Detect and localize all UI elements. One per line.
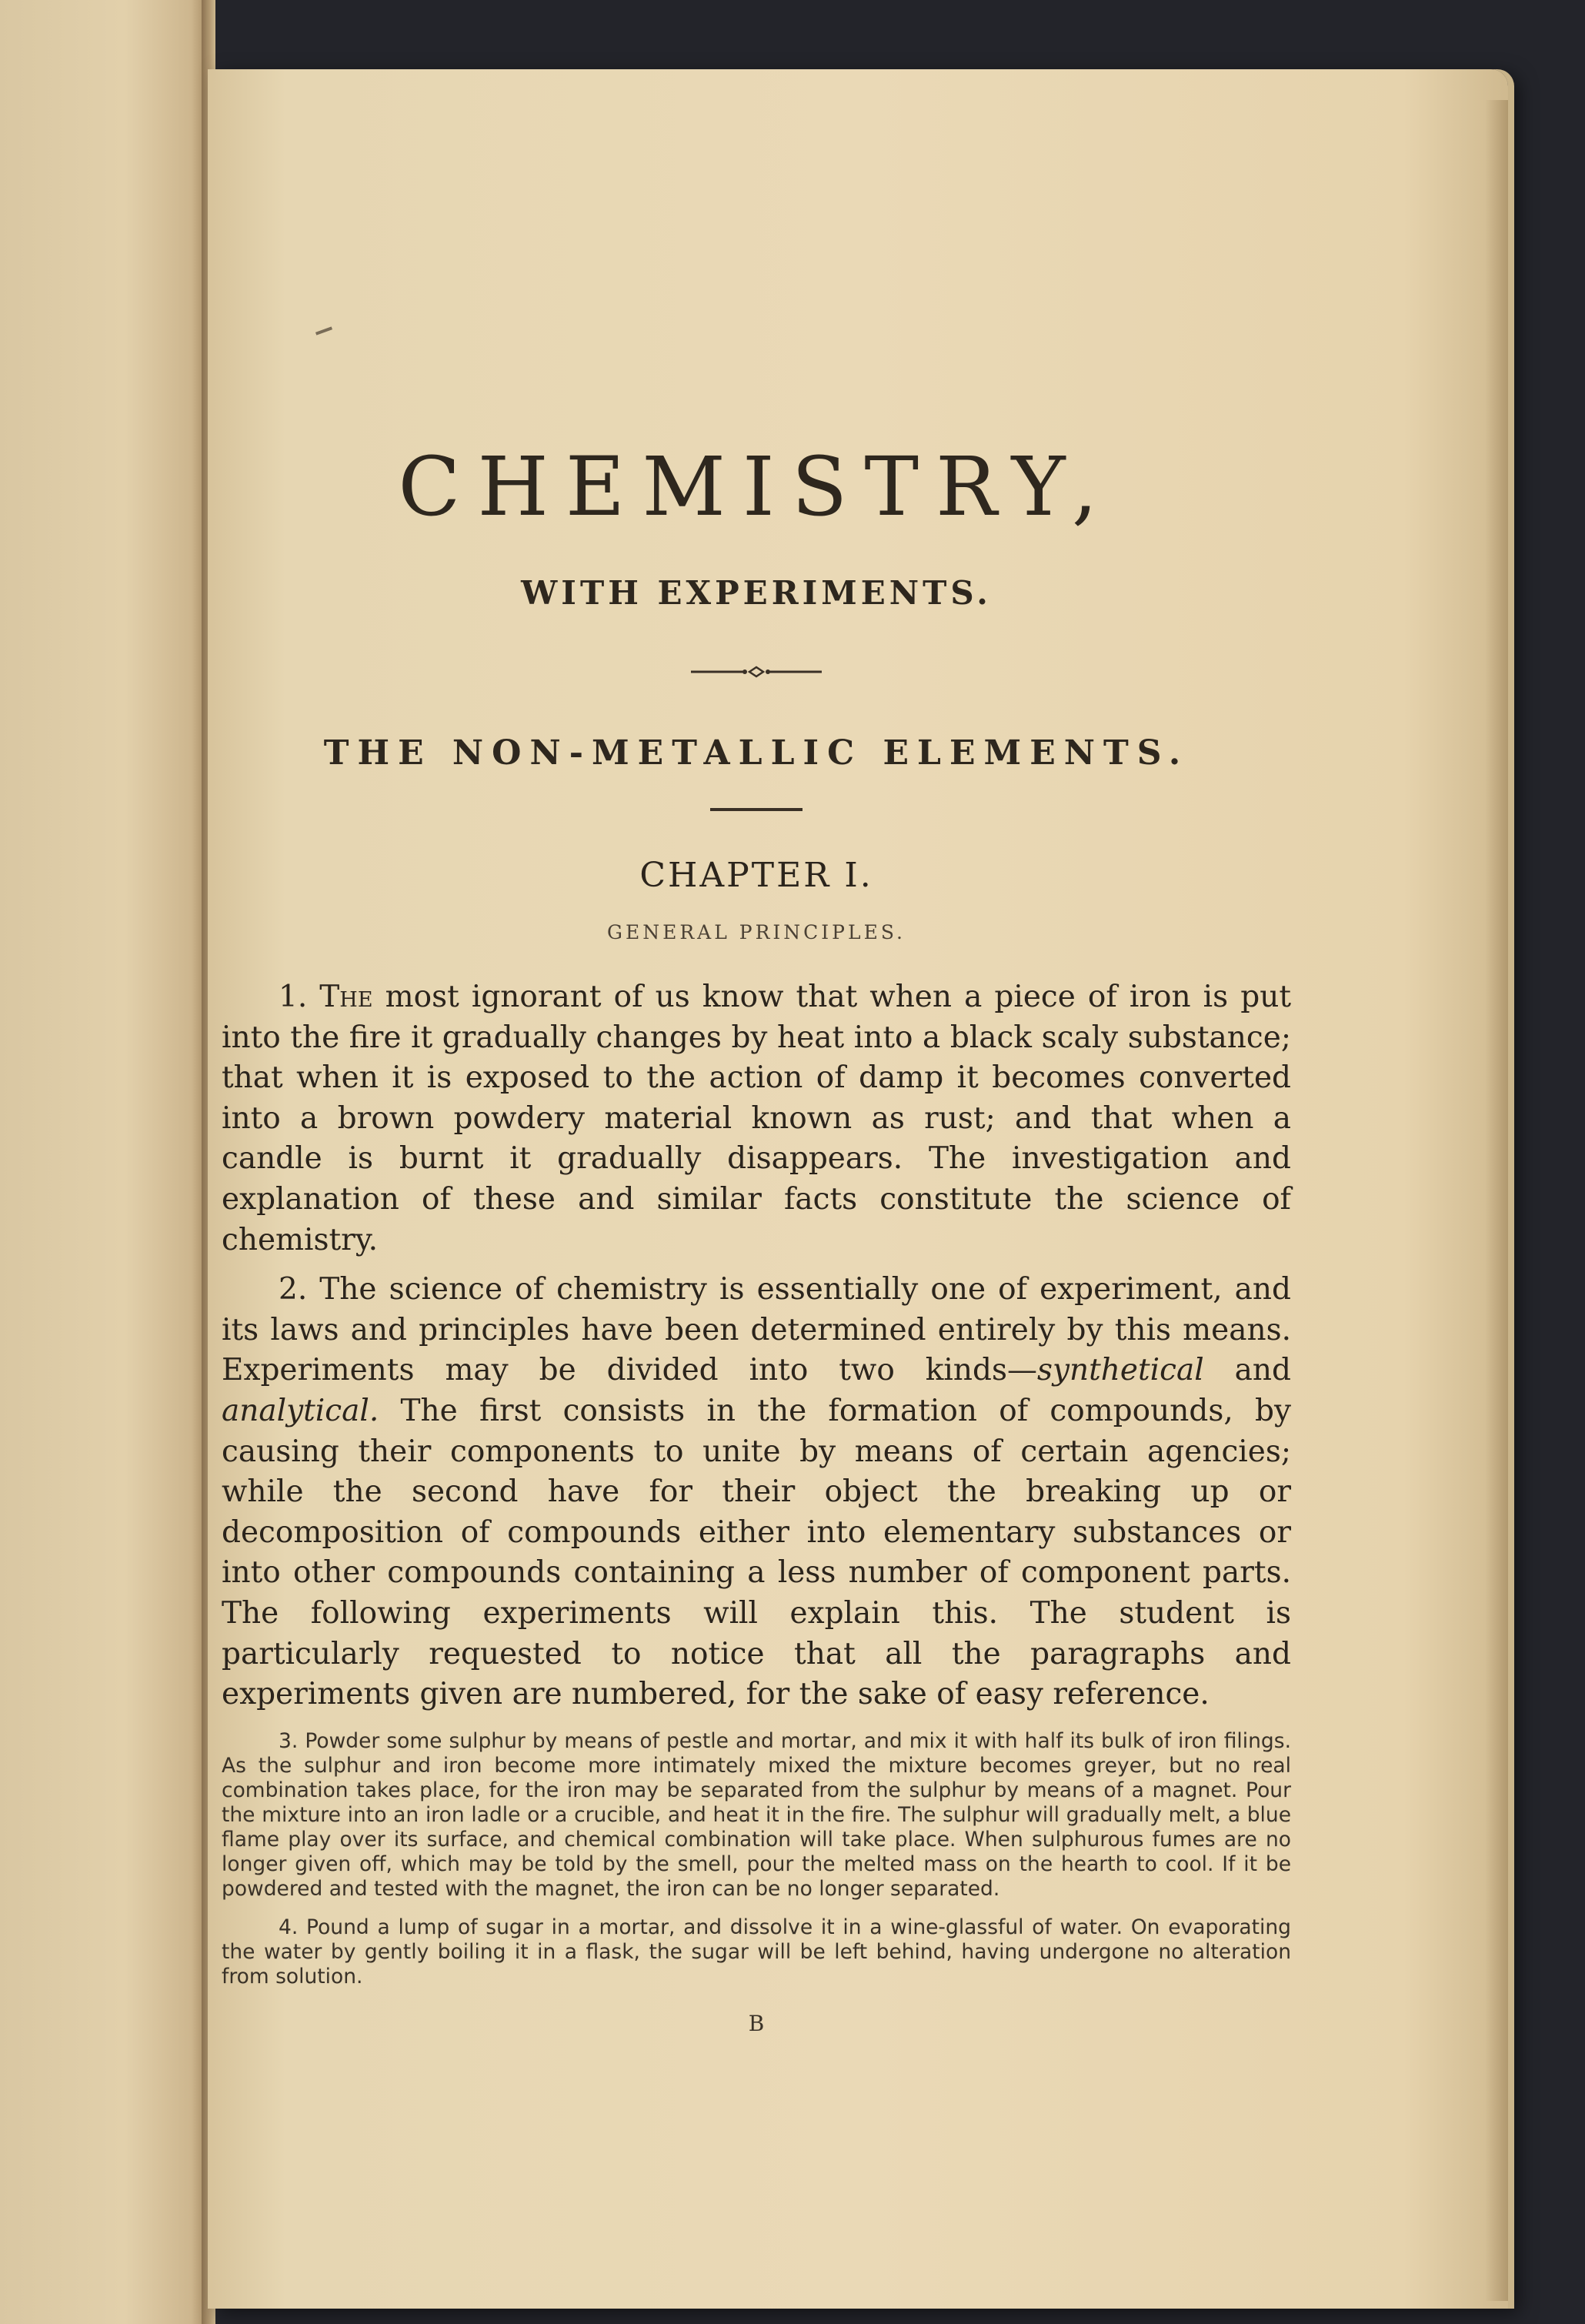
paragraph-number: 4. bbox=[279, 1915, 299, 1939]
book-title: CHEMISTRY, bbox=[398, 439, 1115, 534]
emphasis-term: synthetical bbox=[1036, 1353, 1204, 1388]
paragraph-text: Pound a lump of sugar in a mortar, and dissolve it in a wine-glassful of water. On evaporating the water by gently boiling it in a flask, the sugar will be left behind, having undergone no alteration from solution. bbox=[222, 1915, 1291, 1988]
page-edge-shadow bbox=[1485, 100, 1508, 2301]
paragraph-number: 3. bbox=[279, 1728, 299, 1753]
paragraph-text: and bbox=[1203, 1353, 1292, 1388]
paragraph-text: most ignorant of us know that when a piece of iron is put into the fire it gradually changes by heat into a black scaly substance; that when it is exposed to the action of damp it becomes converted into a brown powdery material known as rust; and that when a candle is burnt it gradually disappears. The investigation and explanation of these and similar facts constitute the science of chemistry. bbox=[222, 980, 1291, 1257]
chapter-heading: CHAPTER I. bbox=[639, 856, 873, 895]
paragraph-3 bbox=[222, 1729, 1291, 1902]
section-title: THE NON-METALLIC ELEMENTS. bbox=[323, 733, 1190, 773]
paragraph-number: 2. bbox=[279, 1272, 308, 1307]
decorative-ornament bbox=[222, 664, 1291, 680]
paragraph-number: 1. bbox=[279, 980, 308, 1014]
paragraph-text: The science of chemistry is essentially one of experiment, and its laws and principles have been determined entirely by this means. Experiments may be divided into two kinds— bbox=[222, 1272, 1291, 1388]
paragraph-text: The first consists in the formation of compounds, by causing their components to unite by means of certain agencies; while the second have for their object the breaking up or decomposition of compounds either into elementary substances or into other compounds containing a less number of component parts. The following experiments will explain this. The student is particularly requested to notice that all the paragraphs and experiments given are numbered, for the sake of easy reference. bbox=[222, 1393, 1291, 1712]
page-content bbox=[222, 439, 1292, 2036]
chapter-subtitle: GENERAL PRINCIPLES. bbox=[606, 921, 906, 943]
facing-page bbox=[0, 0, 208, 2324]
book-subtitle: WITH EXPERIMENTS. bbox=[521, 574, 992, 612]
paragraph-2 bbox=[222, 1270, 1291, 1715]
section-divider bbox=[710, 808, 803, 811]
paragraph-4 bbox=[222, 1915, 1291, 1989]
ornament-rule-icon bbox=[691, 664, 822, 680]
paragraph-text: Powder some sulphur by means of pestle and mortar, and mix it with half its bulk of iron filings. As the sulphur and iron become more intimately mixed the mixture becomes greyer, but no real combination takes place, for the iron may be separated from the sulphur by means of a magnet. Pour the mixture into an iron ladle or a crucible, and heat it in the fire. The sulphur will gradually melt, a blue flame play over its surface, and chemical combination will take place. When sulphurous fumes are no longer given off, which may be told by the smell, pour the melted mass on the hearth to cool. If it be powdered and tested with the magnet, the iron can be no longer separated. bbox=[222, 1728, 1291, 1901]
paragraph-1 bbox=[222, 977, 1291, 1261]
signature-mark: B bbox=[748, 2010, 765, 2036]
emphasis-term: analytical. bbox=[222, 1393, 379, 1428]
paragraph-lead: The bbox=[319, 980, 373, 1014]
